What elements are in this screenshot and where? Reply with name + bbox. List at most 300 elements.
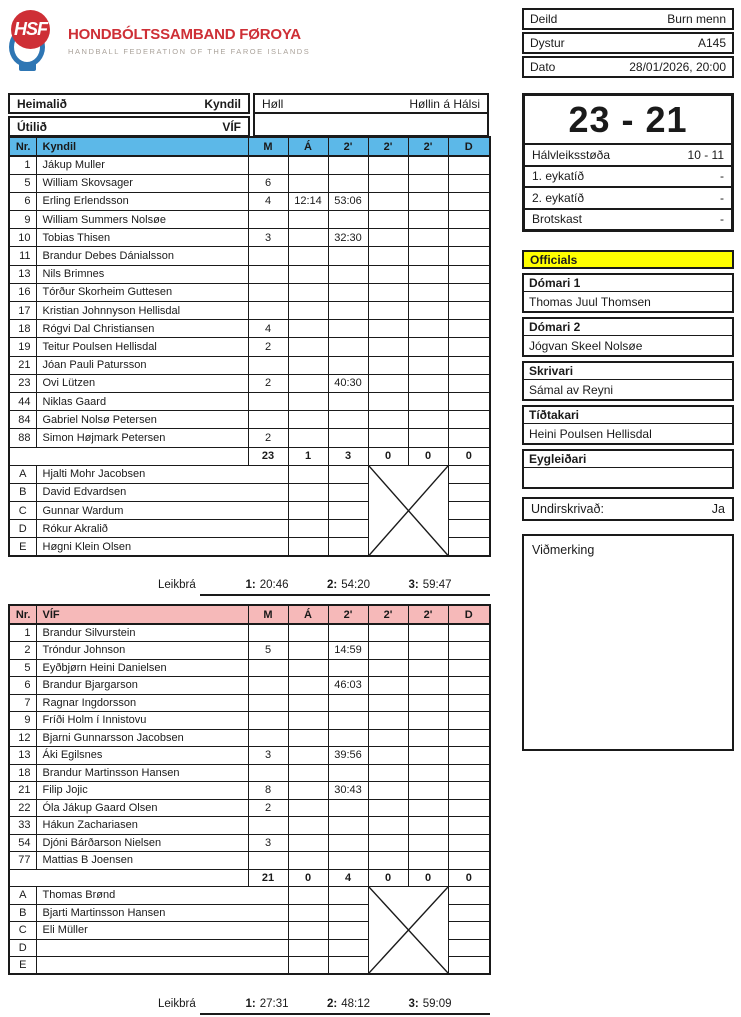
player-name: Eyðbjørn Heini Danielsen [36,659,248,677]
roster-column-header: M [248,605,288,624]
stat-cell [368,338,408,356]
official-name [524,468,732,487]
stat-cell [328,520,368,538]
stat-cell [448,764,490,782]
totals-blank [9,447,248,465]
stat-cell [288,392,328,410]
match-info-table [522,8,734,80]
stat-cell [328,729,368,747]
leikbra-mark [327,998,409,1010]
bench-name: David Edvardsen [36,483,288,501]
player-name: Ovi Lützen [36,374,248,392]
roster-column-header: 2' [328,137,368,156]
player-number: 23 [9,374,36,392]
player-name: Hákun Zachariasen [36,817,248,835]
stat-cell [288,502,328,520]
stat-cell [368,247,408,265]
match-info-label: Dato [530,60,556,74]
stat-cell [448,265,490,283]
stat-cell [368,834,408,852]
player-name: Nils Brimnes [36,265,248,283]
score-box [522,93,734,232]
official-name: Sámal av Reyni [529,382,614,397]
stat-cell [448,392,490,410]
player-name: Erling Erlendsson [36,192,248,210]
total-cell: 23 [248,447,288,465]
roster-table [8,604,491,975]
roster-header-row [9,137,490,156]
stat-cell [448,939,490,957]
stat-cell [408,374,448,392]
player-name: William Skovsager [36,174,248,192]
roster-column-header: Á [288,137,328,156]
stat-cell [408,283,448,301]
stat-cell: 14:59 [328,642,368,660]
total-cell: 0 [288,869,328,887]
stat-cell [408,156,448,174]
bench-row [9,465,490,483]
hsf-logo-icon [8,10,66,74]
stat-cell [448,483,490,501]
player-row [9,852,490,870]
stat-cell [408,852,448,870]
stat-cell [288,659,328,677]
bench-name: Rókur Akralið [36,520,288,538]
score-detail-row [525,208,731,230]
player-row [9,320,490,338]
stat-cell [288,156,328,174]
stat-cell [288,465,328,483]
official-role: Tíðtakari [524,407,732,424]
player-number: 54 [9,834,36,852]
stat-cell [448,887,490,905]
bench-letter: E [9,957,36,975]
stat-cell [328,502,368,520]
stat-cell [408,302,448,320]
stat-cell [288,338,328,356]
stat-cell [328,957,368,975]
stat-cell [368,782,408,800]
stat-cell [368,229,408,247]
stat-cell [368,642,408,660]
stat-cell [448,283,490,301]
player-number: 33 [9,817,36,835]
match-info-label: Deild [530,12,558,26]
stat-cell [328,939,368,957]
stat-cell [328,922,368,940]
stat-cell [288,320,328,338]
stat-cell: 3 [248,747,288,765]
match-info-row [522,8,734,30]
leikbra-mark-time: 59:09 [422,998,452,1010]
stat-cell [328,247,368,265]
logo-circle [11,10,50,49]
stat-cell [368,283,408,301]
stat-cell [288,939,328,957]
stat-cell: 5 [248,642,288,660]
stat-cell [448,659,490,677]
stat-cell [328,659,368,677]
official-role: Eygleiðari [524,451,732,468]
player-number: 17 [9,302,36,320]
score-detail-label: 2. eykatíð [532,190,585,205]
bench-name: Høgni Klein Olsen [36,538,288,556]
roster-team-name-header: Kyndil [36,137,248,156]
stat-cell [448,356,490,374]
stat-cell [448,817,490,835]
stat-cell [368,211,408,229]
stat-cell [328,764,368,782]
player-name: Tróndur Johnson [36,642,248,660]
stat-cell [248,356,288,374]
stat-cell [248,411,288,429]
player-row [9,782,490,800]
player-row [9,834,490,852]
roster-column-header: D [448,137,490,156]
stat-cell [448,411,490,429]
stat-cell [448,338,490,356]
stat-cell [328,538,368,556]
stat-cell [328,338,368,356]
player-number: 18 [9,764,36,782]
stat-cell [368,156,408,174]
player-row [9,392,490,410]
stat-cell [408,642,448,660]
officials-title: Officials [522,250,734,269]
remarks-label: Viðmerking [532,543,595,557]
stat-cell [248,764,288,782]
stat-cell [448,834,490,852]
hall-row [255,95,487,114]
stat-cell [288,799,328,817]
federation-titles [68,26,310,56]
stat-cell [368,677,408,695]
player-number: 7 [9,694,36,712]
stat-cell [328,712,368,730]
leikbra-mark-number: 1: [245,998,256,1010]
away-roster-table [8,604,491,975]
stat-cell [368,265,408,283]
stat-cell [328,799,368,817]
leikbra-mark-number: 3: [408,579,419,591]
score-detail-value: - [720,190,724,205]
roster-column-header: Nr. [9,605,36,624]
player-number: 13 [9,747,36,765]
total-cell: 0 [448,869,490,887]
score-detail-label: Hálvleiksstøða [532,147,611,162]
away-team-label: Útilið [17,119,47,134]
leikbra-mark [409,998,491,1010]
stat-cell [328,624,368,642]
stat-cell [288,904,328,922]
stat-cell [248,283,288,301]
stat-cell [288,624,328,642]
player-name: Filip Jojic [36,782,248,800]
match-info-row [522,32,734,54]
stat-cell [408,338,448,356]
stat-cell [248,302,288,320]
player-number: 6 [9,192,36,210]
stat-cell [328,356,368,374]
stat-cell [328,852,368,870]
player-number: 11 [9,247,36,265]
stat-cell [328,302,368,320]
leikbra-mark-time: 27:31 [259,998,289,1010]
stat-cell [288,852,328,870]
player-name: Brandur Debes Dánialsson [36,247,248,265]
hall-row-empty [255,114,487,133]
logo-ball-base [19,62,36,71]
hall-box [253,93,489,137]
player-row [9,659,490,677]
stat-cell [368,747,408,765]
leikbra-mark [409,579,491,591]
stat-cell [408,356,448,374]
roster-column-header: 2' [408,137,448,156]
player-row [9,624,490,642]
stat-cell [448,694,490,712]
player-number: 12 [9,729,36,747]
total-cell: 3 [328,447,368,465]
stat-cell: 3 [248,834,288,852]
player-number: 22 [9,799,36,817]
stat-cell: 39:56 [328,747,368,765]
stat-cell: 3 [248,229,288,247]
crossed-out-cell [368,465,448,556]
totals-blank [9,869,248,887]
stat-cell [408,817,448,835]
player-row [9,211,490,229]
total-cell: 4 [328,869,368,887]
stat-cell [408,712,448,730]
player-row [9,356,490,374]
stat-cell [328,834,368,852]
cross-mark-icon [369,466,448,555]
crossed-out-cell [368,887,448,975]
official-name: Heini Poulsen Hellisdal [529,426,652,441]
stat-cell [368,192,408,210]
stat-cell [368,356,408,374]
officials-section [522,250,734,489]
stat-cell [248,659,288,677]
bench-row [9,887,490,905]
stat-cell [288,374,328,392]
signed-label: Undirskrivað: [531,502,604,516]
stat-cell [408,747,448,765]
totals-row [9,869,490,887]
stat-cell [288,211,328,229]
stat-cell: 6 [248,174,288,192]
player-name: Jóan Pauli Patursson [36,356,248,374]
score-detail-value: - [720,169,724,184]
player-row [9,156,490,174]
bench-name: Hjalti Mohr Jacobsen [36,465,288,483]
stat-cell: 32:30 [328,229,368,247]
official-name: Jógvan Skeel Nolsøe [529,338,643,353]
stat-cell [448,747,490,765]
leikbra-underline [200,1013,490,1015]
remarks-box [522,534,734,751]
official-role: Dómari 2 [524,319,732,336]
leikbra-label: Leikbrá [158,998,196,1010]
player-number: 44 [9,392,36,410]
stat-cell [368,624,408,642]
leikbra-line [158,579,490,591]
leikbra-mark-number: 2: [326,579,338,591]
stat-cell [288,265,328,283]
stat-cell [448,465,490,483]
stat-cell [368,174,408,192]
stat-cell [288,764,328,782]
bench-letter: B [9,483,36,501]
stat-cell [248,211,288,229]
stat-cell [328,411,368,429]
player-row [9,729,490,747]
federation-header [8,8,488,78]
official-entry [522,317,734,357]
score-detail-rows [525,143,731,229]
stat-cell [288,729,328,747]
stat-cell [328,904,368,922]
stat-cell [248,694,288,712]
stat-cell [368,392,408,410]
stat-cell: 2 [248,374,288,392]
stat-cell [448,302,490,320]
signed-value: Ja [711,502,725,516]
stat-cell: 8 [248,782,288,800]
player-name: Bjarni Gunnarsson Jacobsen [36,729,248,747]
stat-cell [368,729,408,747]
player-row [9,374,490,392]
stat-cell [448,192,490,210]
match-info-row [522,56,734,78]
final-score: 23 - 21 [568,98,688,140]
stat-cell [288,538,328,556]
stat-cell [408,174,448,192]
stat-cell [328,817,368,835]
leikbra-mark-number: 3: [408,998,419,1010]
total-cell: 1 [288,447,328,465]
player-number: 77 [9,852,36,870]
player-row [9,338,490,356]
player-name: Brandur Martinsson Hansen [36,764,248,782]
player-row [9,411,490,429]
stat-cell [408,265,448,283]
leikbra-mark-time: 48:12 [341,998,370,1010]
player-name: Ragnar Ingdorsson [36,694,248,712]
stat-cell [408,392,448,410]
bench-name [36,939,288,957]
stat-cell [448,729,490,747]
stat-cell [248,156,288,174]
stat-cell [368,429,408,447]
total-cell: 21 [248,869,288,887]
stat-cell [288,247,328,265]
stat-cell [328,283,368,301]
player-row [9,799,490,817]
stat-cell [288,429,328,447]
stat-cell [288,356,328,374]
stat-cell [368,852,408,870]
player-number: 2 [9,642,36,660]
stat-cell [368,374,408,392]
score-detail-row [525,165,731,187]
player-number: 9 [9,211,36,229]
match-info-value: Burn menn [667,12,726,26]
player-row [9,265,490,283]
stat-cell [328,887,368,905]
stat-cell [448,712,490,730]
roster-column-header: 2' [328,605,368,624]
stat-cell [288,712,328,730]
stat-cell [288,922,328,940]
player-row [9,677,490,695]
stat-cell [408,729,448,747]
stat-cell [448,156,490,174]
stat-cell [408,764,448,782]
player-name: Teitur Poulsen Hellisdal [36,338,248,356]
player-row [9,283,490,301]
federation-name: HONDBÓLTSSAMBAND FØROYA [68,26,301,43]
stat-cell [448,247,490,265]
total-cell: 0 [368,447,408,465]
stat-cell: 2 [248,429,288,447]
stat-cell [408,677,448,695]
stat-cell: 40:30 [328,374,368,392]
bench-name: Gunnar Wardum [36,502,288,520]
bench-letter: D [9,520,36,538]
stat-cell [288,817,328,835]
stat-cell [408,659,448,677]
total-cell: 0 [408,869,448,887]
stat-cell [448,520,490,538]
stat-cell [448,799,490,817]
stat-cell [408,799,448,817]
total-cell: 0 [368,869,408,887]
stat-cell [368,764,408,782]
leikbra-mark-time: 59:47 [422,579,452,591]
stat-cell: 2 [248,338,288,356]
stat-cell [448,624,490,642]
stat-cell [368,799,408,817]
official-role: Skrivari [524,363,732,380]
stat-cell: 12:14 [288,192,328,210]
official-name: Thomas Juul Thomsen [529,294,651,309]
score-detail-value: 10 - 11 [687,147,724,162]
player-number: 1 [9,624,36,642]
totals-row [9,447,490,465]
player-name: Mattias B Joensen [36,852,248,870]
away-team-name: VÍF [222,119,241,134]
away-team-cell [8,116,250,137]
player-row [9,712,490,730]
stat-cell [448,904,490,922]
stat-cell [288,834,328,852]
signed-box [522,497,734,521]
leikbra-label: Leikbrá [158,579,196,591]
roster-column-header: Nr. [9,137,36,156]
stat-cell [328,483,368,501]
stat-cell [288,174,328,192]
bench-name: Eli Müller [36,922,288,940]
stat-cell [448,782,490,800]
stat-cell [328,320,368,338]
score-detail-label: Brotskast [532,212,583,227]
stat-cell [448,174,490,192]
bench-letter: A [9,887,36,905]
home-team-label: Heimalið [17,96,68,111]
stat-cell [408,782,448,800]
